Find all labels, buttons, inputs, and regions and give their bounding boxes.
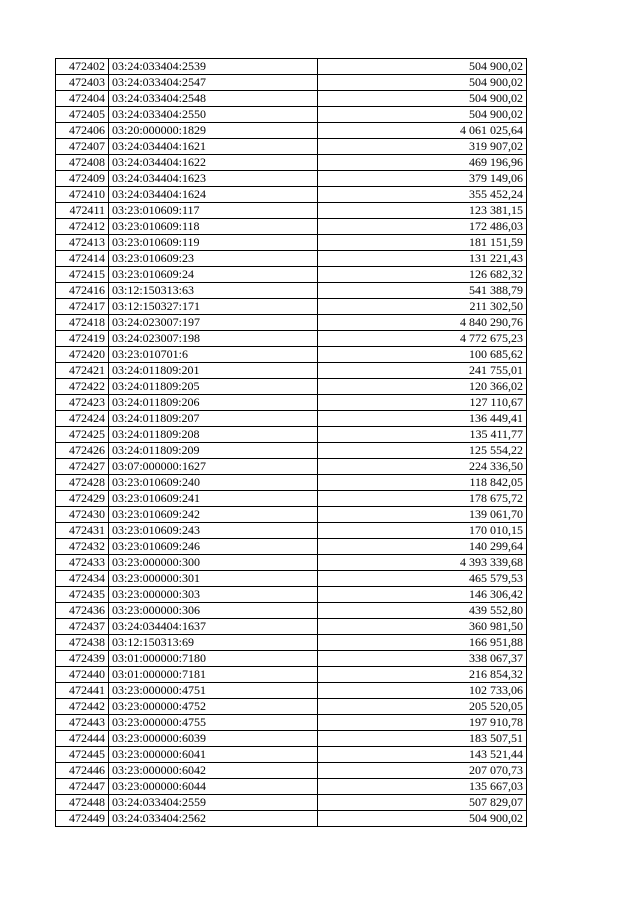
cadastral-number-cell: 03:12:150313:63	[109, 283, 318, 299]
cadastral-value-cell: 504 900,02	[318, 107, 527, 123]
row-number-cell: 472438	[56, 635, 109, 651]
cadastral-number-cell: 03:24:034404:1637	[109, 619, 318, 635]
row-number-cell: 472437	[56, 619, 109, 635]
table-row	[56, 747, 527, 763]
table-row	[56, 427, 527, 443]
cadastral-number-cell: 03:23:010609:23	[109, 251, 318, 267]
row-number-cell: 472416	[56, 283, 109, 299]
table-row	[56, 411, 527, 427]
row-number-cell: 472418	[56, 315, 109, 331]
row-number-cell: 472403	[56, 75, 109, 91]
cadastral-number-cell: 03:23:000000:300	[109, 555, 318, 571]
table-row	[56, 395, 527, 411]
cadastral-value-cell: 172 486,03	[318, 219, 527, 235]
cadastral-value-cell: 135 411,77	[318, 427, 527, 443]
row-number-cell: 472424	[56, 411, 109, 427]
cadastral-value-cell: 131 221,43	[318, 251, 527, 267]
table-row	[56, 123, 527, 139]
row-number-cell: 472443	[56, 715, 109, 731]
table-row	[56, 635, 527, 651]
cadastral-value-cell: 100 685,62	[318, 347, 527, 363]
cadastral-value-cell: 125 554,22	[318, 443, 527, 459]
table-row	[56, 603, 527, 619]
row-number-cell: 472427	[56, 459, 109, 475]
cadastral-number-cell: 03:24:011809:201	[109, 363, 318, 379]
cadastral-number-cell: 03:23:000000:6039	[109, 731, 318, 747]
cadastral-value-cell: 360 981,50	[318, 619, 527, 635]
cadastral-value-cell: 102 733,06	[318, 683, 527, 699]
cadastral-number-cell: 03:12:150313:69	[109, 635, 318, 651]
cadastral-value-cell: 123 381,15	[318, 203, 527, 219]
cadastral-value-cell: 207 070,73	[318, 763, 527, 779]
cadastral-value-cell: 504 900,02	[318, 811, 527, 827]
cadastral-value-table	[55, 58, 527, 827]
cadastral-number-cell: 03:23:000000:303	[109, 587, 318, 603]
row-number-cell: 472405	[56, 107, 109, 123]
table-row	[56, 347, 527, 363]
cadastral-number-cell: 03:23:010609:243	[109, 523, 318, 539]
cadastral-value-cell: 469 196,96	[318, 155, 527, 171]
cadastral-number-cell: 03:23:010609:119	[109, 235, 318, 251]
cadastral-value-cell: 439 552,80	[318, 603, 527, 619]
cadastral-value-cell: 127 110,67	[318, 395, 527, 411]
cadastral-value-cell: 143 521,44	[318, 747, 527, 763]
table-row	[56, 683, 527, 699]
cadastral-number-cell: 03:23:000000:301	[109, 571, 318, 587]
cadastral-value-cell: 140 299,64	[318, 539, 527, 555]
cadastral-number-cell: 03:24:011809:205	[109, 379, 318, 395]
table-row	[56, 75, 527, 91]
table-row	[56, 779, 527, 795]
cadastral-value-cell: 178 675,72	[318, 491, 527, 507]
cadastral-value-cell: 118 842,05	[318, 475, 527, 491]
row-number-cell: 472439	[56, 651, 109, 667]
table-row	[56, 91, 527, 107]
cadastral-value-cell: 181 151,59	[318, 235, 527, 251]
table-row	[56, 811, 527, 827]
row-number-cell: 472413	[56, 235, 109, 251]
row-number-cell: 472431	[56, 523, 109, 539]
cadastral-value-cell: 197 910,78	[318, 715, 527, 731]
cadastral-number-cell: 03:23:000000:6041	[109, 747, 318, 763]
cadastral-number-cell: 03:23:000000:6044	[109, 779, 318, 795]
table-row	[56, 107, 527, 123]
row-number-cell: 472408	[56, 155, 109, 171]
cadastral-number-cell: 03:20:000000:1829	[109, 123, 318, 139]
row-number-cell: 472447	[56, 779, 109, 795]
row-number-cell: 472449	[56, 811, 109, 827]
table-row	[56, 619, 527, 635]
cadastral-number-cell: 03:23:000000:306	[109, 603, 318, 619]
cadastral-value-cell: 4 840 290,76	[318, 315, 527, 331]
row-number-cell: 472442	[56, 699, 109, 715]
cadastral-number-cell: 03:24:011809:206	[109, 395, 318, 411]
table-row	[56, 59, 527, 75]
cadastral-value-cell: 355 452,24	[318, 187, 527, 203]
table-row	[56, 539, 527, 555]
row-number-cell: 472434	[56, 571, 109, 587]
table-row	[56, 555, 527, 571]
cadastral-value-cell: 241 755,01	[318, 363, 527, 379]
row-number-cell: 472412	[56, 219, 109, 235]
cadastral-number-cell: 03:24:033404:2548	[109, 91, 318, 107]
row-number-cell: 472426	[56, 443, 109, 459]
cadastral-number-cell: 03:24:034404:1623	[109, 171, 318, 187]
cadastral-value-cell: 205 520,05	[318, 699, 527, 715]
cadastral-number-cell: 03:23:010609:240	[109, 475, 318, 491]
table-row	[56, 795, 527, 811]
cadastral-value-cell: 170 010,15	[318, 523, 527, 539]
cadastral-value-cell: 183 507,51	[318, 731, 527, 747]
cadastral-value-cell: 4 393 339,68	[318, 555, 527, 571]
cadastral-number-cell: 03:24:034404:1624	[109, 187, 318, 203]
table-row	[56, 587, 527, 603]
cadastral-number-cell: 03:24:033404:2550	[109, 107, 318, 123]
table-row	[56, 299, 527, 315]
row-number-cell: 472446	[56, 763, 109, 779]
row-number-cell: 472422	[56, 379, 109, 395]
row-number-cell: 472435	[56, 587, 109, 603]
row-number-cell: 472436	[56, 603, 109, 619]
row-number-cell: 472420	[56, 347, 109, 363]
row-number-cell: 472440	[56, 667, 109, 683]
table-body	[56, 59, 527, 827]
cadastral-value-cell: 338 067,37	[318, 651, 527, 667]
cadastral-number-cell: 03:23:000000:4755	[109, 715, 318, 731]
table-row	[56, 171, 527, 187]
cadastral-value-cell: 166 951,88	[318, 635, 527, 651]
cadastral-number-cell: 03:12:150327:171	[109, 299, 318, 315]
cadastral-value-cell: 126 682,32	[318, 267, 527, 283]
cadastral-number-cell: 03:24:033404:2539	[109, 59, 318, 75]
row-number-cell: 472402	[56, 59, 109, 75]
table-row	[56, 251, 527, 267]
cadastral-number-cell: 03:23:000000:4752	[109, 699, 318, 715]
table-row	[56, 459, 527, 475]
cadastral-value-cell: 4 772 675,23	[318, 331, 527, 347]
cadastral-number-cell: 03:24:011809:209	[109, 443, 318, 459]
cadastral-number-cell: 03:23:010609:117	[109, 203, 318, 219]
row-number-cell: 472433	[56, 555, 109, 571]
cadastral-number-cell: 03:23:010609:242	[109, 507, 318, 523]
row-number-cell: 472428	[56, 475, 109, 491]
table-row	[56, 379, 527, 395]
table-row	[56, 155, 527, 171]
cadastral-value-cell: 211 302,50	[318, 299, 527, 315]
row-number-cell: 472432	[56, 539, 109, 555]
table-row	[56, 667, 527, 683]
cadastral-number-cell: 03:24:034404:1621	[109, 139, 318, 155]
cadastral-number-cell: 03:01:000000:7181	[109, 667, 318, 683]
row-number-cell: 472441	[56, 683, 109, 699]
cadastral-number-cell: 03:23:010609:118	[109, 219, 318, 235]
table-row	[56, 715, 527, 731]
cadastral-number-cell: 03:24:023007:198	[109, 331, 318, 347]
cadastral-number-cell: 03:23:010701:6	[109, 347, 318, 363]
row-number-cell: 472423	[56, 395, 109, 411]
table-row	[56, 139, 527, 155]
cadastral-number-cell: 03:01:000000:7180	[109, 651, 318, 667]
table-row	[56, 331, 527, 347]
cadastral-value-cell: 504 900,02	[318, 75, 527, 91]
cadastral-number-cell: 03:23:010609:24	[109, 267, 318, 283]
row-number-cell: 472414	[56, 251, 109, 267]
cadastral-number-cell: 03:24:011809:207	[109, 411, 318, 427]
row-number-cell: 472407	[56, 139, 109, 155]
cadastral-number-cell: 03:23:010609:246	[109, 539, 318, 555]
table-row	[56, 523, 527, 539]
cadastral-value-cell: 504 900,02	[318, 91, 527, 107]
cadastral-value-cell: 541 388,79	[318, 283, 527, 299]
cadastral-number-cell: 03:23:000000:6042	[109, 763, 318, 779]
cadastral-number-cell: 03:24:033404:2562	[109, 811, 318, 827]
row-number-cell: 472429	[56, 491, 109, 507]
cadastral-value-cell: 216 854,32	[318, 667, 527, 683]
cadastral-number-cell: 03:23:000000:4751	[109, 683, 318, 699]
row-number-cell: 472409	[56, 171, 109, 187]
row-number-cell: 472419	[56, 331, 109, 347]
row-number-cell: 472430	[56, 507, 109, 523]
row-number-cell: 472425	[56, 427, 109, 443]
cadastral-value-cell: 224 336,50	[318, 459, 527, 475]
cadastral-number-cell: 03:24:033404:2547	[109, 75, 318, 91]
table-row	[56, 267, 527, 283]
row-number-cell: 472445	[56, 747, 109, 763]
table-row	[56, 571, 527, 587]
cadastral-number-cell: 03:23:010609:241	[109, 491, 318, 507]
row-number-cell: 472444	[56, 731, 109, 747]
cadastral-value-cell: 4 061 025,64	[318, 123, 527, 139]
table-row	[56, 475, 527, 491]
cadastral-number-cell: 03:24:011809:208	[109, 427, 318, 443]
table-row	[56, 363, 527, 379]
table-row	[56, 235, 527, 251]
table-row	[56, 731, 527, 747]
row-number-cell: 472411	[56, 203, 109, 219]
cadastral-value-cell: 120 366,02	[318, 379, 527, 395]
cadastral-value-cell: 135 667,03	[318, 779, 527, 795]
cadastral-number-cell: 03:24:034404:1622	[109, 155, 318, 171]
row-number-cell: 472410	[56, 187, 109, 203]
cadastral-value-cell: 379 149,06	[318, 171, 527, 187]
table-row	[56, 187, 527, 203]
cadastral-value-cell: 504 900,02	[318, 59, 527, 75]
table-row	[56, 203, 527, 219]
cadastral-value-cell: 507 829,07	[318, 795, 527, 811]
cadastral-value-cell: 136 449,41	[318, 411, 527, 427]
row-number-cell: 472417	[56, 299, 109, 315]
table-row	[56, 283, 527, 299]
table-row	[56, 443, 527, 459]
table-row	[56, 491, 527, 507]
cadastral-value-cell: 319 907,02	[318, 139, 527, 155]
cadastral-value-cell: 139 061,70	[318, 507, 527, 523]
row-number-cell: 472421	[56, 363, 109, 379]
row-number-cell: 472406	[56, 123, 109, 139]
row-number-cell: 472404	[56, 91, 109, 107]
table-row	[56, 763, 527, 779]
table-row	[56, 507, 527, 523]
table-row	[56, 699, 527, 715]
cadastral-number-cell: 03:24:023007:197	[109, 315, 318, 331]
cadastral-number-cell: 03:24:033404:2559	[109, 795, 318, 811]
row-number-cell: 472415	[56, 267, 109, 283]
table-row	[56, 219, 527, 235]
cadastral-number-cell: 03:07:000000:1627	[109, 459, 318, 475]
cadastral-value-cell: 146 306,42	[318, 587, 527, 603]
table-row	[56, 651, 527, 667]
row-number-cell: 472448	[56, 795, 109, 811]
table-row	[56, 315, 527, 331]
cadastral-value-cell: 465 579,53	[318, 571, 527, 587]
